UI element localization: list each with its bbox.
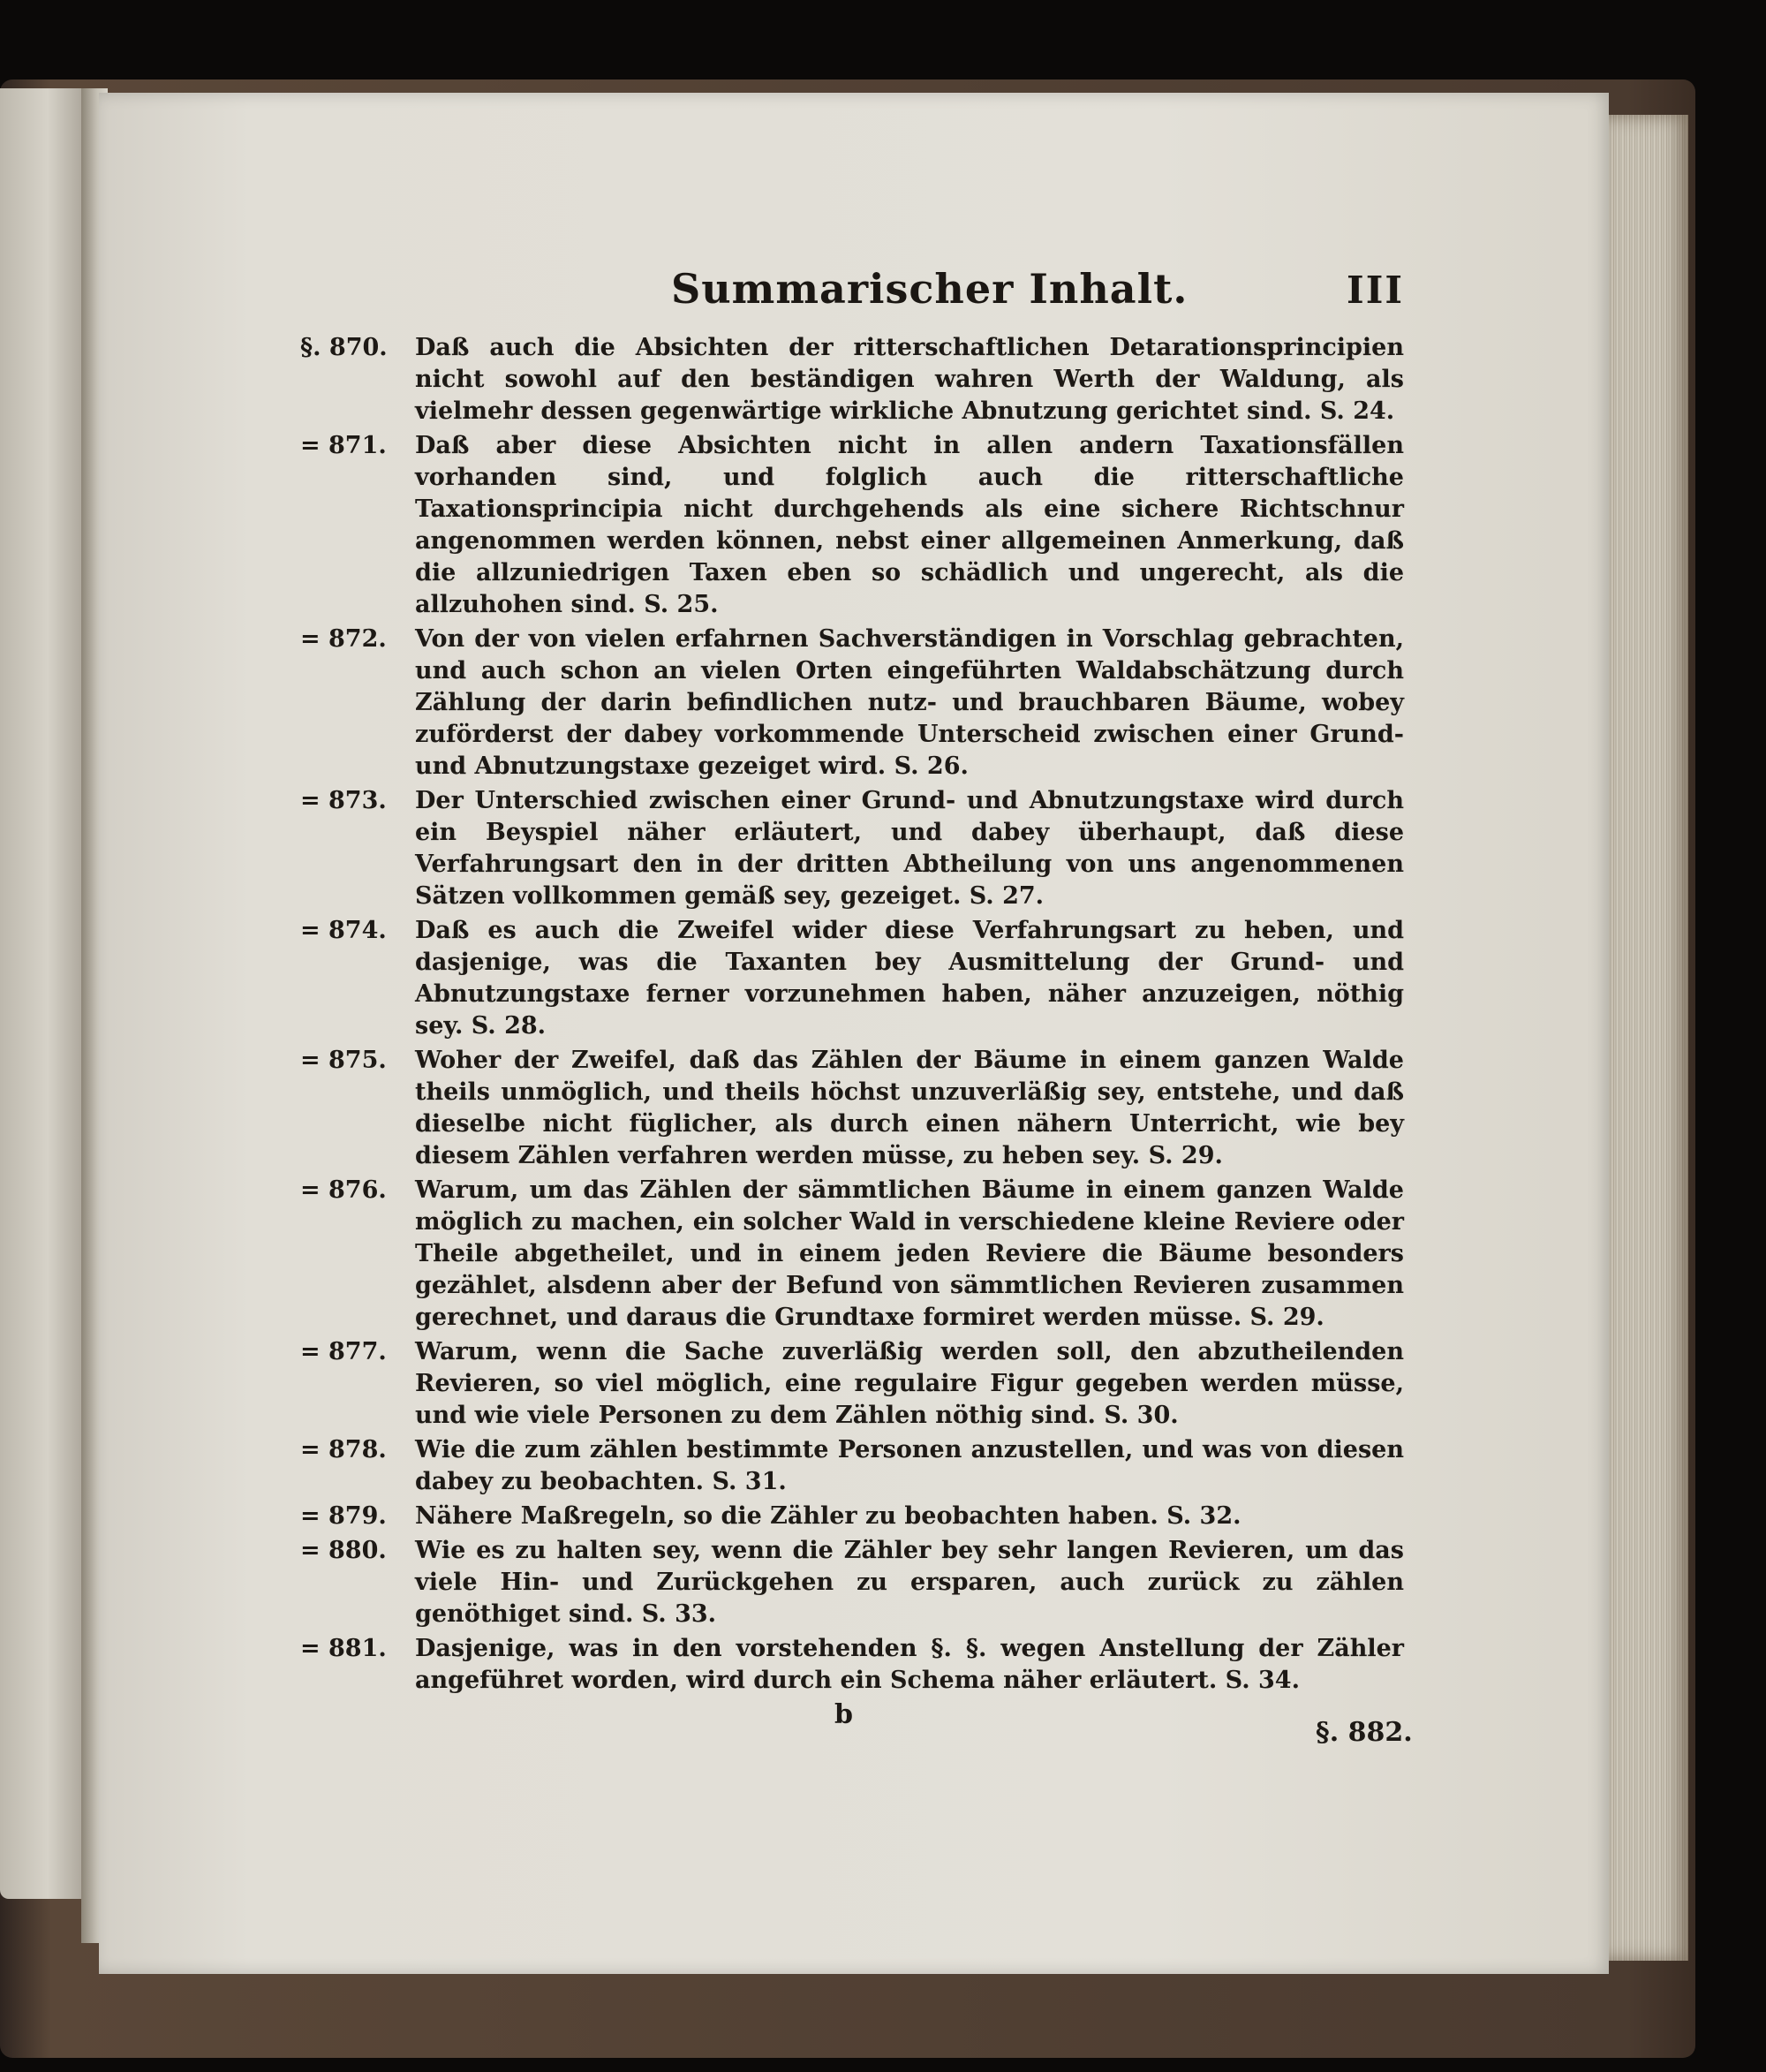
entry-text: Der Unterschied zwischen einer Grund- und Abnutzungstaxe wird durch ein Beyspiel näher erläutert, und dabey überhaupt, daß diese Verfahrungsart den in der dritten Abtheilung von uns angenommenen Sätzen vollkommen gemäß sey, gezeiget. S. 27.: [415, 787, 1404, 910]
entry-number: = 872.: [300, 625, 387, 653]
entry-text: Wie die zum zählen bestimmte Personen anzustellen, und was von diesen dabey zu beobachten. S. 31.: [415, 1436, 1404, 1495]
entry-number: = 875.: [300, 1047, 387, 1074]
entry-number: = 880.: [300, 1537, 387, 1564]
contents-entry-878: [300, 1434, 1404, 1498]
contents-entry-877: [300, 1336, 1404, 1432]
signature-mark: b: [834, 1699, 853, 1730]
left-page-edge: [0, 88, 87, 1899]
catchword: §. 882.: [1316, 1717, 1413, 1748]
contents-entry-876: [300, 1175, 1404, 1334]
contents-entry-881: [300, 1633, 1404, 1697]
entry-text: Woher der Zweifel, daß das Zählen der Bäume in einem ganzen Walde theils unmöglich, und theils höchst unzuverläßig sey, entstehe, und daß dieselbe nicht füglicher, als durch einen nähern Unterricht, wie bey diesem Zählen verfahren werden müsse, zu heben sey. S. 29.: [415, 1047, 1404, 1169]
page-number: III: [1347, 268, 1404, 312]
entry-text: Daß auch die Absichten der ritterschaftlichen Detarationsprincipien nicht sowohl auf den beständigen wahren Werth der Waldung, als vielmehr dessen gegenwärtige wirkliche Abnutzung gerichtet sind. S. 24.: [415, 334, 1404, 425]
page-stack-edge: [1609, 115, 1688, 1961]
page-title: Summarischer Inhalt.: [671, 265, 1189, 313]
entry-number: = 881.: [300, 1635, 387, 1662]
contents-list: [300, 332, 1404, 1699]
entry-number: = 877.: [300, 1338, 387, 1365]
entry-text: Daß es auch die Zweifel wider diese Verfahrungsart zu heben, und dasjenige, was die Taxanten bey Ausmittelung der Grund- und Abnutzungstaxe ferner vorzunehmen haben, näher anzuzeigen, nöthig sey. S. 28.: [415, 917, 1404, 1040]
contents-entry-879: [300, 1501, 1404, 1532]
entry-number: = 871.: [300, 432, 387, 459]
entry-number: = 874.: [300, 917, 387, 944]
contents-entry-875: [300, 1045, 1404, 1172]
contents-entry-870: [300, 332, 1404, 427]
entry-text: Nähere Maßregeln, so die Zähler zu beobachten haben. S. 32.: [415, 1502, 1241, 1530]
entry-text: Warum, wenn die Sache zuverläßig werden soll, den abzutheilenden Revieren, so viel möglich, eine regulaire Figur gegeben werden müsse, und wie viele Personen zu dem Zählen nöthig sind. S. 30.: [415, 1338, 1404, 1429]
entry-text: Daß aber diese Absichten nicht in allen andern Taxationsfällen vorhanden sind, und folglich auch die ritterschaftliche Taxationsprincipia nicht durchgehends als eine sichere Richtschnur angenommen werden können, nebst einer allgemeinen Anmerkung, daß die allzuniedrigen Taxen eben so schädlich und ungerecht, als die allzuhohen sind. S. 25.: [415, 432, 1404, 618]
page-header: [671, 265, 1404, 313]
entry-number: = 879.: [300, 1502, 387, 1530]
entry-text: Warum, um das Zählen der sämmtlichen Bäume in einem ganzen Walde möglich zu machen, ein solcher Wald in verschiedene kleine Reviere oder Theile abgetheilet, und in einem jeden Reviere die Bäume besonders gezählet, alsdenn aber der Befund von sämmtlichen Revieren zusammen gerechnet, und daraus die Grundtaxe formiret werden müsse. S. 29.: [415, 1176, 1404, 1331]
entry-number: = 876.: [300, 1176, 387, 1204]
contents-entry-873: [300, 785, 1404, 912]
entry-text: Dasjenige, was in den vorstehenden §. §. wegen Anstellung der Zähler angeführet worden, wird durch ein Schema näher erläutert. S. 34.: [415, 1635, 1404, 1694]
entry-text: Von der von vielen erfahrnen Sachverständigen in Vorschlag gebrachten, und auch schon an vielen Orten eingeführten Waldabschätzung durch Zählung der darin befindlichen nutz- und brauchbaren Bäume, wobey zuförderst der dabey vorkommende Unterscheid zwischen einer Grund- und Abnutzungstaxe gezeiget wird. S. 26.: [415, 625, 1404, 780]
contents-entry-874: [300, 915, 1404, 1042]
contents-entry-872: [300, 624, 1404, 783]
entry-text: Wie es zu halten sey, wenn die Zähler bey sehr langen Revieren, um das viele Hin- und Zurückgehen zu ersparen, auch zurück zu zählen genöthiget sind. S. 33.: [415, 1537, 1404, 1628]
entry-number: §. 870.: [300, 334, 388, 361]
contents-entry-871: [300, 430, 1404, 621]
contents-entry-880: [300, 1535, 1404, 1630]
entry-number: = 873.: [300, 787, 387, 814]
entry-number: = 878.: [300, 1436, 387, 1463]
